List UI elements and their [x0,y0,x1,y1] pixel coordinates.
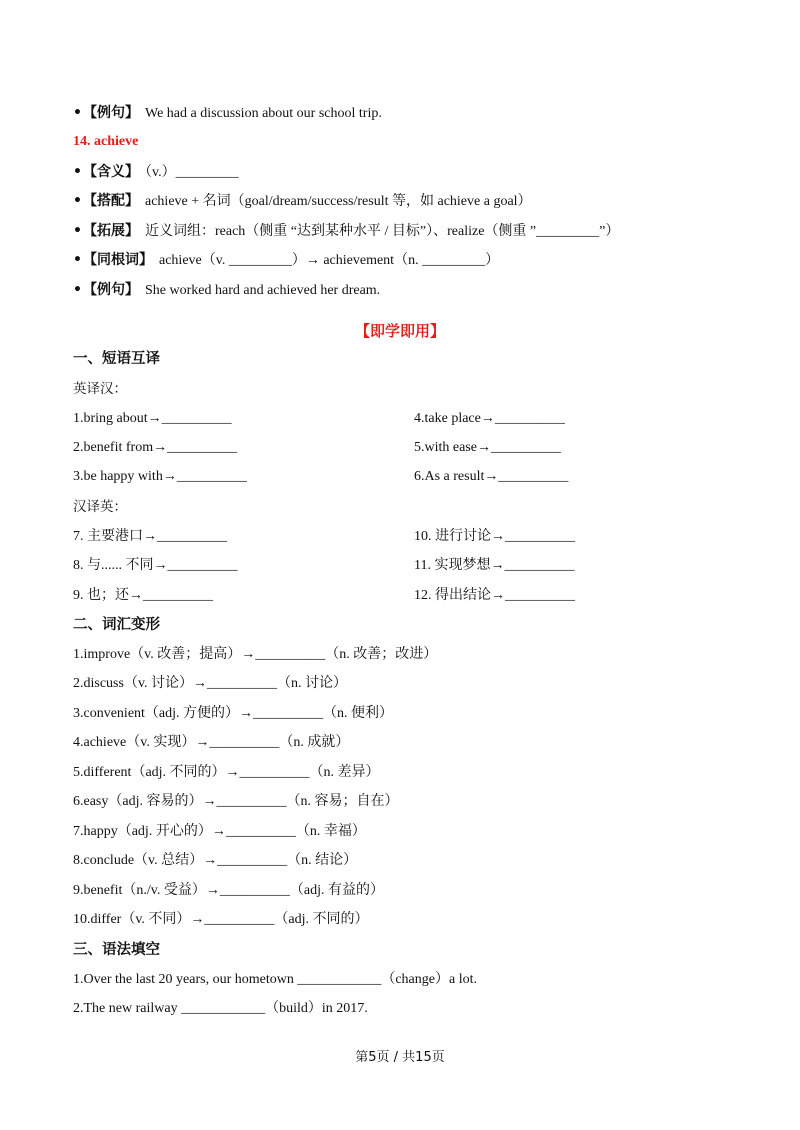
word-form-item: 3.convenient（adj. 方便的）→__________（n. 便利） [73,706,394,721]
collocation-text: achieve + 名词（goal/dream/success/result 等，如 achieve a goal） [145,194,532,209]
phrase-item-9: 9. 也；还→__________ [73,588,213,603]
example-line-discussion [73,104,382,123]
phrase-item-1: 1.bring about→__________ [73,411,232,426]
example-sentence: We had a discussion about our school trip. [145,106,382,121]
section2-heading: 二、词汇变形 [73,617,160,633]
cognate-tag: 【同根词】 [83,252,153,268]
zh-to-en-label: 汉译英： [73,499,127,515]
word-form-item: 2.discuss（v. 讨论）→__________（n. 讨论） [73,676,348,691]
phrase-item-12: 12. 得出结论→__________ [414,588,575,603]
phrase-item-2: 2.benefit from→__________ [73,440,238,455]
phrase-item-8: 8. 与...... 不同→__________ [73,558,238,573]
example-sentence: She worked hard and achieved her dream. [145,283,381,298]
phrase-item-5: 5.with ease→__________ [414,440,561,455]
word-form-item: 4.achieve（v. 实现）→__________（n. 成就） [73,735,350,750]
word-form-item: 1.improve（v. 改善；提高）→__________（n. 改善；改进） [73,647,438,662]
word-form-item: 6.easy（adj. 容易的）→__________（n. 容易；自在） [73,794,399,809]
collocation-line [73,192,532,211]
phrase-item-6: 6.As a result→__________ [414,469,569,484]
extension-line [73,222,619,241]
word-form-item: 5.different（adj. 不同的）→__________（n. 差异） [73,765,380,780]
collocation-tag: 【搭配】 [83,193,139,209]
phrase-item-3: 3.be happy with→__________ [73,469,247,484]
bullet-icon: • [73,282,82,298]
bullet-icon: • [73,164,82,180]
extension-text: 近义词组：reach（侧重 “达到某种水平 / 目标”）、realize（侧重 ”_________”） [145,224,620,239]
bullet-icon: • [73,223,82,239]
phrase-item-10: 10. 进行讨论→__________ [414,529,575,544]
word-form-item: 10.differ（v. 不同）→__________（adj. 不同的） [73,912,369,927]
meaning-tag: 【含义】 [83,164,139,180]
grammar-item: 2.The new railway ____________（build）in 2017. [73,1001,368,1016]
page-number: 第5页 / 共15页 [355,1050,445,1065]
section3-heading: 三、语法填空 [73,942,160,958]
meaning-text: （v.）_________ [145,165,239,180]
cognate-text: achieve（v. _________）→ achievement（n. _________） [159,253,500,268]
word-form-item: 8.conclude（v. 总结）→__________（n. 结论） [73,853,358,868]
example-tag: 【例句】 [83,105,139,121]
phrase-item-4: 4.take place→__________ [414,411,565,426]
meaning-line [73,163,239,182]
cognate-line [73,251,499,270]
example-line-achieve [73,281,380,300]
bullet-icon: • [73,252,82,268]
word-title: 14. achieve [73,134,139,149]
en-to-zh-label: 英译汉： [73,381,127,397]
bullet-icon: • [73,105,82,121]
example-tag: 【例句】 [83,282,139,298]
section1-heading: 一、短语互译 [73,351,160,367]
word-form-item: 9.benefit（n./v. 受益）→__________（adj. 有益的） [73,883,384,898]
word-form-item: 7.happy（adj. 开心的）→__________（n. 幸福） [73,824,366,839]
grammar-item: 1.Over the last 20 years, our hometown ____________（change）a lot. [73,972,477,987]
practice-title: 【即学即用】 [354,322,445,340]
extension-tag: 【拓展】 [83,223,139,239]
phrase-item-7: 7. 主要港口→__________ [73,529,227,544]
phrase-item-11: 11. 实现梦想→__________ [414,558,575,573]
bullet-icon: • [73,193,82,209]
